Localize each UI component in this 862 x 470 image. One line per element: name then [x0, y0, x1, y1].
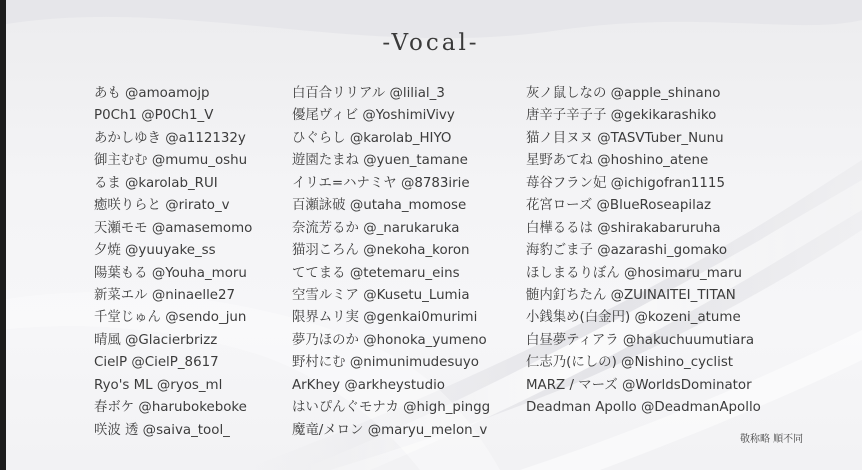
section-title: -Vocal- [382, 30, 480, 56]
credit-entry: 白樺るるは @shirakabaruruha [526, 220, 721, 236]
credit-entry: ひぐらし @karolab_HIYO [292, 130, 452, 146]
credit-entry: 夢乃ほのか @honoka_yumeno [292, 332, 487, 348]
credit-entry: ててまる @tetemaru_eins [292, 265, 460, 281]
credit-entry: 癒咲りらと @rirato_v [94, 198, 230, 214]
credit-entry: 夕焼 @yuuyake_ss [94, 243, 216, 259]
credit-entry: 新菜エル @ninaelle27 [94, 287, 236, 303]
credit-entry: 限界ムリ実 @genkai0murimi [292, 310, 478, 326]
credit-entry: 春ボケ @harubokeboke [94, 400, 247, 416]
credit-entry: イリエ=ハナミヤ @8783irie [292, 175, 470, 191]
credit-entry: CielP @CielP_8617 [94, 355, 219, 371]
credit-entry: 苺谷フラン妃 @ichigofran1115 [526, 175, 725, 191]
credit-entry: 千堂じゅん @sendo_jun [94, 310, 247, 326]
credit-entry: 髄内釘ちたん @ZUINAITEI_TITAN [526, 287, 736, 303]
credit-entry: 陽葉もる @Youha_moru [94, 265, 247, 281]
credit-entry: ArKhey @arkheystudio [292, 377, 445, 393]
left-edge-border [0, 0, 6, 470]
credits-column-1 [94, 83, 252, 442]
credit-entry: 猫羽ころん @nekoha_koron [292, 243, 470, 259]
credit-entry: 奈流芳るか @_narukaruka [292, 220, 460, 236]
credit-entry: るま @karolab_RUI [94, 175, 218, 191]
credits-column-2 [292, 83, 490, 442]
credit-entry: MARZ / マーズ @WorldsDominator [526, 377, 752, 393]
credit-entry: 遊園たまね @yuen_tamane [292, 153, 468, 169]
credit-entry: 星野あてね @hoshino_atene [526, 153, 709, 169]
credit-entry: 百瀬詠破 @utaha_momose [292, 198, 467, 214]
credit-entry: 唐辛子辛子子 @gekikarashiko [526, 108, 717, 124]
credit-entry: ほしまるりぼん @hosimaru_maru [526, 265, 742, 281]
credit-entry: 海豹ごま子 @azarashi_gomako [526, 243, 728, 259]
credit-entry: 白百合リリアル @lilial_3 [292, 86, 445, 101]
credit-entry: 優尾ヴィビ @YoshimiVivy [292, 108, 455, 124]
credit-entry: あも @amoamojp [94, 86, 210, 101]
credit-entry: 花宮ローズ @BlueRoseapilaz [526, 198, 712, 214]
credit-entry: 白昼夢ティアラ @hakuchuumutiara [526, 332, 755, 348]
credit-entry: 野村にむ @nimunimudesuyo [292, 355, 480, 371]
credit-entry: Ryo's ML @ryos_ml [94, 377, 223, 393]
credit-entry: 晴風 @Glacierbrizz [94, 332, 218, 348]
honorifics-note: 敬称略 順不同 [740, 434, 804, 445]
credits-column-3 [526, 83, 761, 420]
credit-entry: P0Ch1 @P0Ch1_V [94, 108, 214, 124]
credit-entry: はいぴんぐモナカ @high_pingg [292, 400, 491, 416]
credit-entry: 仁志乃(にしの) @Nishino_cyclist [526, 355, 734, 371]
credit-entry: 咲波 透 @saiva_tool_ [94, 422, 230, 438]
credit-entry: 天瀬モモ @amasemomo [94, 220, 253, 236]
credit-entry: 魔竜/メロン @maryu_melon_v [292, 422, 488, 438]
credit-entry: 小銭集め(白金円) @kozeni_atume [526, 310, 741, 326]
credit-entry: 空雪ルミア @Kusetu_Lumia [292, 287, 470, 303]
credit-entry: 猫ノ目ヌヌ @TASVTuber_Nunu [526, 130, 724, 146]
credit-entry: 灰ノ鼠しなの @apple_shinano [526, 86, 721, 101]
credit-entry: あかしゆき @a112132y [94, 130, 246, 146]
credit-entry: 御主むむ @mumu_oshu [94, 153, 248, 169]
credit-entry: Deadman Apollo @DeadmanApollo [526, 400, 761, 416]
